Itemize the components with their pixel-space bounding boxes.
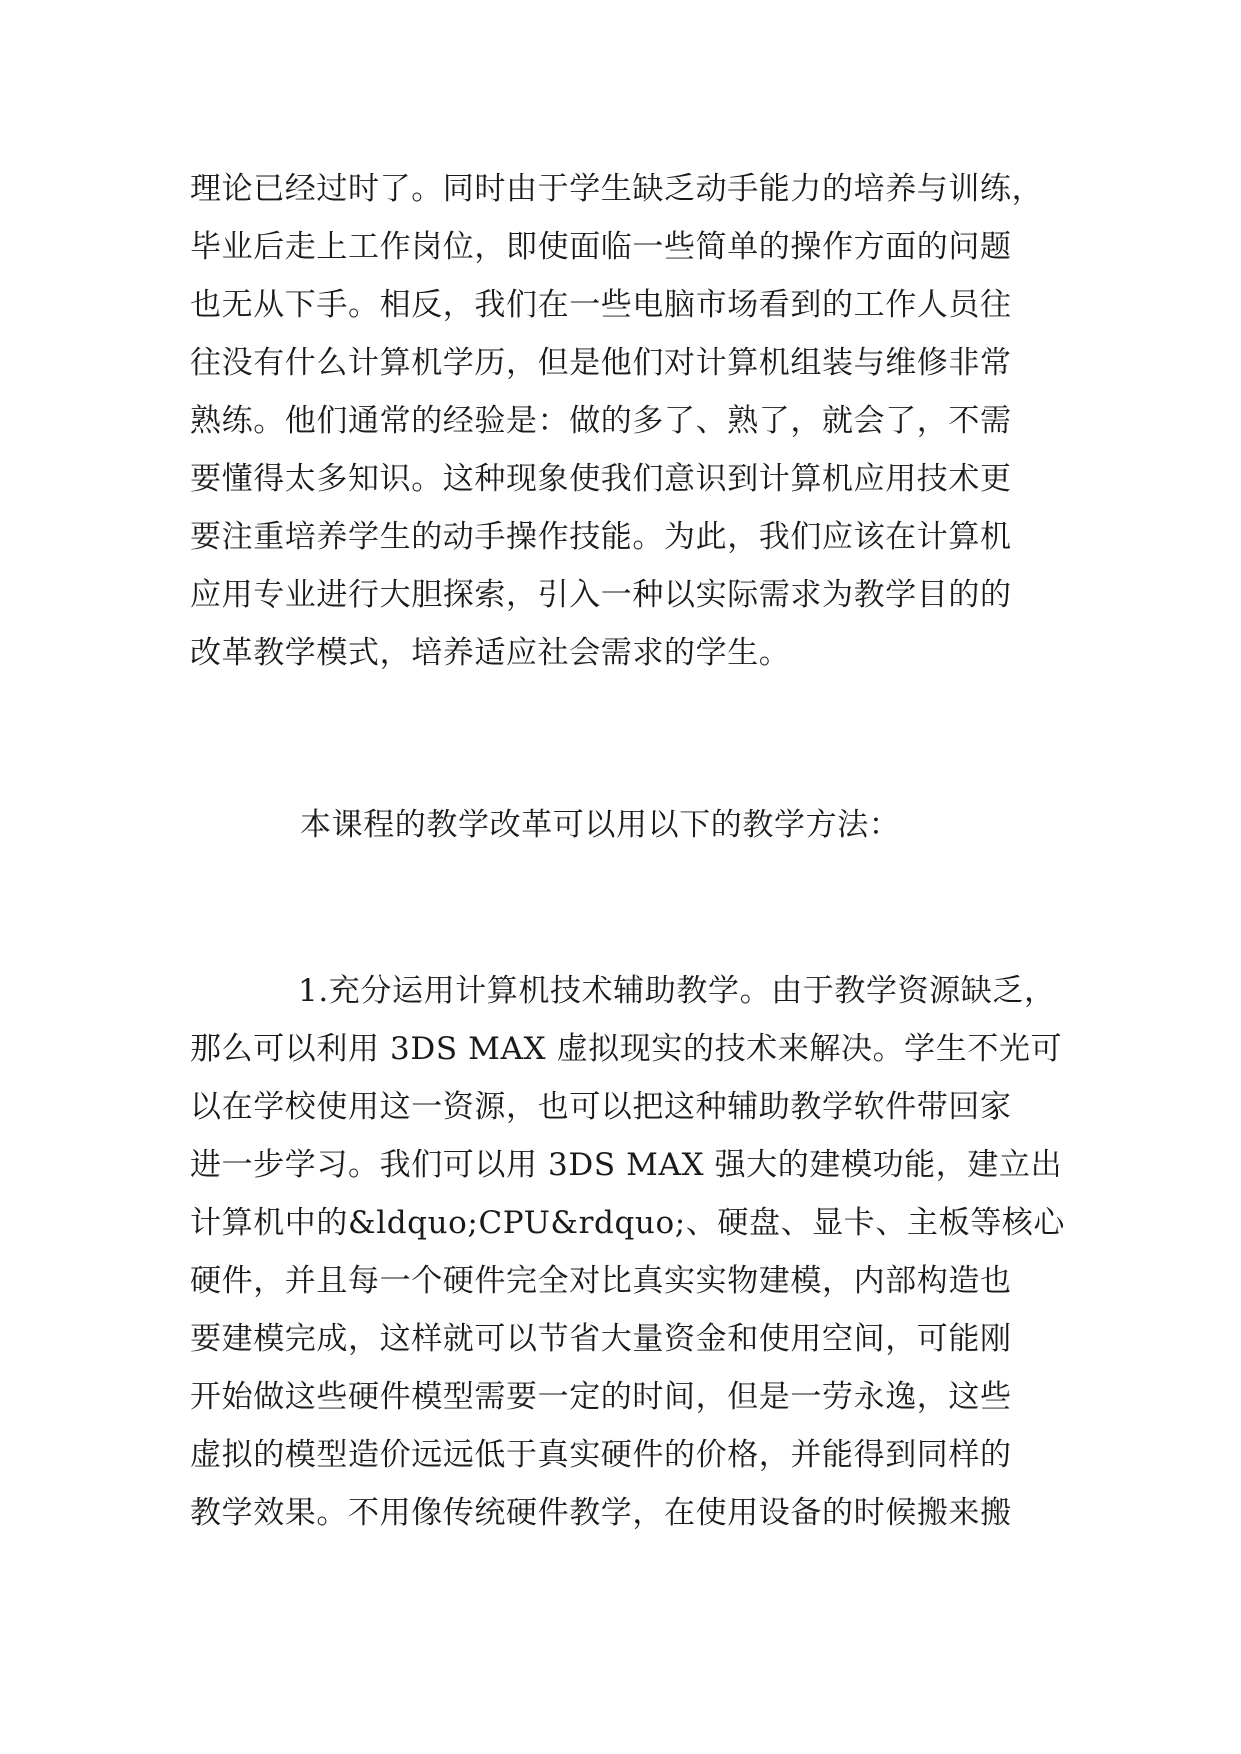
text-line: 往没有什么计算机学历，但是他们对计算机组装与维修非常 — [190, 345, 1012, 381]
text-line: 以在学校使用这一资源，也可以把这种辅助教学软件带回家 — [190, 1089, 1012, 1125]
text-line: 要懂得太多知识。这种现象使我们意识到计算机应用技术更 — [190, 461, 1012, 497]
text-line: 要建模完成，这样就可以节省大量资金和使用空间，可能刚 — [190, 1321, 1012, 1357]
text-line: 理论已经过时了。同时由于学生缺乏动手能力的培养与训练， — [190, 171, 1044, 207]
section-heading: 本课程的教学改革可以用以下的教学方法： — [300, 807, 901, 843]
text-line: 要注重培养学生的动手操作技能。为此，我们应该在计算机 — [190, 519, 1012, 555]
text-line: 也无从下手。相反，我们在一些电脑市场看到的工作人员往 — [190, 287, 1012, 323]
text-line: 那么可以利用 3DS MAX 虚拟现实的技术来解决。学生不光可 — [190, 1031, 1063, 1067]
body-paragraph-2 — [190, 962, 1070, 1542]
text-line: 开始做这些硬件模型需要一定的时间，但是一劳永逸，这些 — [190, 1379, 1012, 1415]
body-paragraph-1 — [190, 160, 1070, 682]
text-line: 改革教学模式，培养适应社会需求的学生。 — [190, 635, 791, 671]
text-line: 硬件，并且每一个硬件完全对比真实实物建模，内部构造也 — [190, 1263, 1012, 1299]
text-line: 计算机中的&ldquo;CPU&rdquo;、硬盘、显卡、主板等核心 — [190, 1205, 1066, 1241]
text-line: 教学效果。不用像传统硬件教学，在使用设备的时候搬来搬 — [190, 1495, 1012, 1531]
section-heading-block — [190, 796, 1070, 854]
text-line: 进一步学习。我们可以用 3DS MAX 强大的建模功能，建立出 — [190, 1147, 1063, 1183]
text-line: 应用专业进行大胆探索，引入一种以实际需求为教学目的的 — [190, 577, 1012, 613]
text-line: 熟练。他们通常的经验是：做的多了、熟了，就会了，不需 — [190, 403, 1012, 439]
text-line: 1.充分运用计算机技术辅助教学。由于教学资源缺乏， — [298, 973, 1056, 1009]
text-line: 毕业后走上工作岗位，即使面临一些简单的操作方面的问题 — [190, 229, 1012, 265]
text-line: 虚拟的模型造价远远低于真实硬件的价格，并能得到同样的 — [190, 1437, 1012, 1473]
